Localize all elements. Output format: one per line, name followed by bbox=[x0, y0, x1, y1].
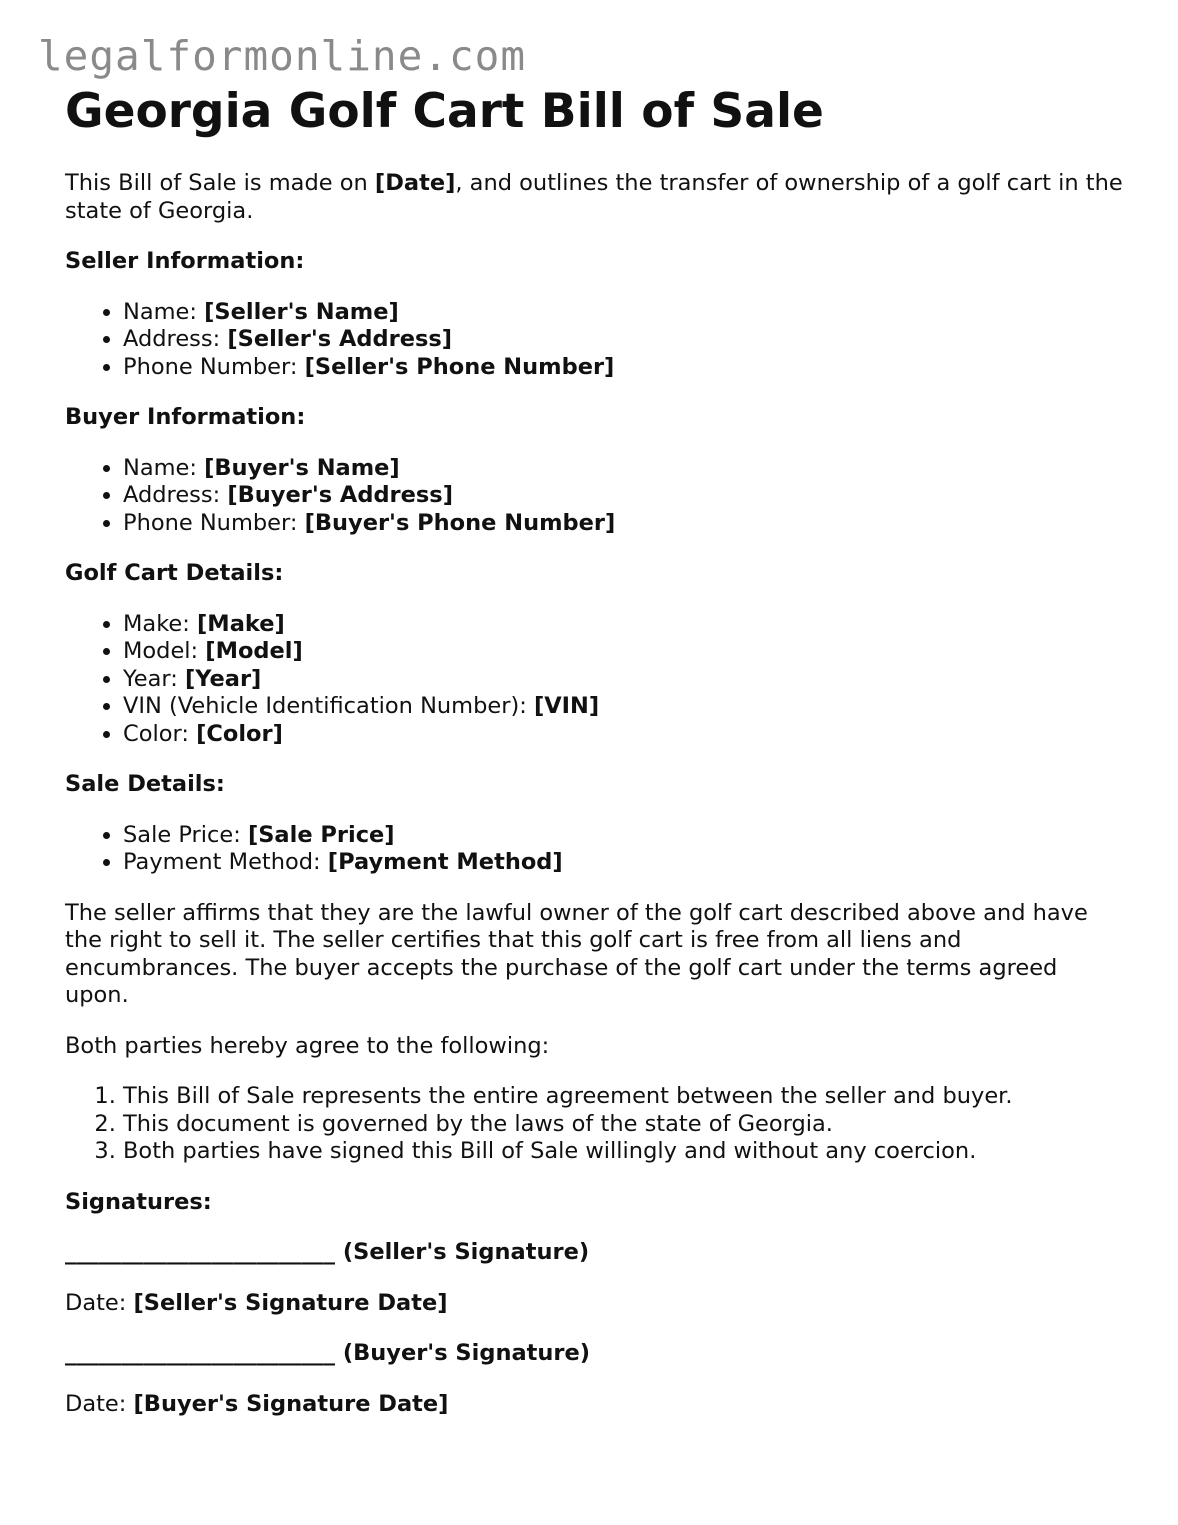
item-value: [Buyer's Name] bbox=[204, 454, 400, 481]
sale-heading: Sale Details: bbox=[65, 771, 225, 797]
list-item bbox=[123, 611, 1125, 639]
signatures-heading: Signatures: bbox=[65, 1188, 212, 1215]
seller-signature-line: ________________________ (Seller's Signature) bbox=[65, 1239, 590, 1265]
list-item bbox=[123, 638, 1125, 666]
affirmation-paragraph: The seller affirms that they are the lawful owner of the golf cart described above and have the right to sell it. The seller certifies that this golf cart is free from all liens and encumbrances. The buyer accepts the purchase of the golf cart under the terms agreed upon. bbox=[65, 899, 1088, 1008]
buyer-heading: Buyer Information: bbox=[65, 404, 306, 430]
date-value: [Seller's Signature Date] bbox=[133, 1289, 448, 1316]
cart-heading: Golf Cart Details: bbox=[65, 560, 284, 586]
item-label: Color: bbox=[123, 720, 197, 747]
sale-list bbox=[65, 822, 1125, 877]
item-label: VIN (Vehicle Identification Number): bbox=[123, 693, 534, 719]
agreement-intro: Both parties hereby agree to the following: bbox=[65, 1032, 550, 1059]
item-value: [Buyer's Phone Number] bbox=[304, 509, 616, 536]
date-label: Date: bbox=[65, 1390, 134, 1417]
item-value: [Seller's Phone Number] bbox=[304, 353, 615, 380]
list-item bbox=[123, 482, 1125, 510]
list-item bbox=[123, 666, 1125, 694]
item-value: [Model] bbox=[205, 638, 303, 664]
item-value: [Sale Price] bbox=[247, 821, 395, 848]
document-body bbox=[65, 84, 1125, 1418]
date-label: Date: bbox=[65, 1289, 134, 1316]
item-label: Phone Number: bbox=[123, 509, 305, 536]
item-value: [Buyer's Address] bbox=[227, 482, 453, 508]
item-label: Address: bbox=[123, 326, 228, 352]
item-value: [Make] bbox=[197, 610, 285, 637]
list-item bbox=[123, 299, 1125, 327]
item-label: Phone Number: bbox=[123, 353, 305, 380]
term-item: 2. This document is governed by the laws of the state of Georgia. bbox=[123, 1111, 1125, 1139]
buyer-list bbox=[65, 455, 1125, 538]
intro-date: [Date] bbox=[374, 170, 456, 196]
item-label: Make: bbox=[123, 610, 198, 637]
intro-paragraph bbox=[65, 170, 1125, 225]
item-label: Name: bbox=[123, 454, 205, 481]
seller-heading: Seller Information: bbox=[65, 248, 305, 274]
list-item bbox=[123, 721, 1125, 749]
seller-signature-date bbox=[65, 1290, 1125, 1318]
item-label: Address: bbox=[123, 482, 228, 508]
agreement-terms bbox=[65, 1083, 1125, 1166]
item-value: [Year] bbox=[184, 665, 262, 692]
intro-after: , and outlines the transfer of ownership of a golf cart in the state of Georgia. bbox=[65, 170, 1123, 224]
term-item: 1. This Bill of Sale represents the entire agreement between the seller and buyer. bbox=[123, 1083, 1125, 1111]
watermark: legalformonline.com bbox=[38, 32, 526, 80]
buyer-signature-date bbox=[65, 1391, 1125, 1419]
seller-list bbox=[65, 299, 1125, 382]
list-item bbox=[123, 849, 1125, 877]
list-item bbox=[123, 326, 1125, 354]
buyer-signature-line: ________________________ (Buyer's Signature) bbox=[65, 1340, 591, 1366]
date-value: [Buyer's Signature Date] bbox=[133, 1390, 449, 1417]
item-value: [Color] bbox=[196, 720, 283, 747]
item-value: [VIN] bbox=[533, 693, 600, 719]
intro-before: This Bill of Sale is made on bbox=[65, 170, 375, 196]
list-item bbox=[123, 455, 1125, 483]
item-label: Payment Method: bbox=[123, 849, 328, 875]
item-value: [Seller's Name] bbox=[204, 298, 399, 325]
item-label: Model: bbox=[123, 638, 206, 664]
list-item bbox=[123, 510, 1125, 538]
item-value: [Payment Method] bbox=[327, 849, 563, 875]
term-item: 3. Both parties have signed this Bill of Sale willingly and without any coercion. bbox=[123, 1138, 1125, 1166]
item-label: Name: bbox=[123, 298, 205, 325]
list-item bbox=[123, 693, 1125, 721]
list-item bbox=[123, 354, 1125, 382]
list-item bbox=[123, 822, 1125, 850]
cart-list bbox=[65, 611, 1125, 749]
document-title: Georgia Golf Cart Bill of Sale bbox=[65, 84, 824, 139]
item-label: Year: bbox=[123, 665, 185, 692]
item-label: Sale Price: bbox=[123, 821, 248, 848]
item-value: [Seller's Address] bbox=[227, 326, 453, 352]
